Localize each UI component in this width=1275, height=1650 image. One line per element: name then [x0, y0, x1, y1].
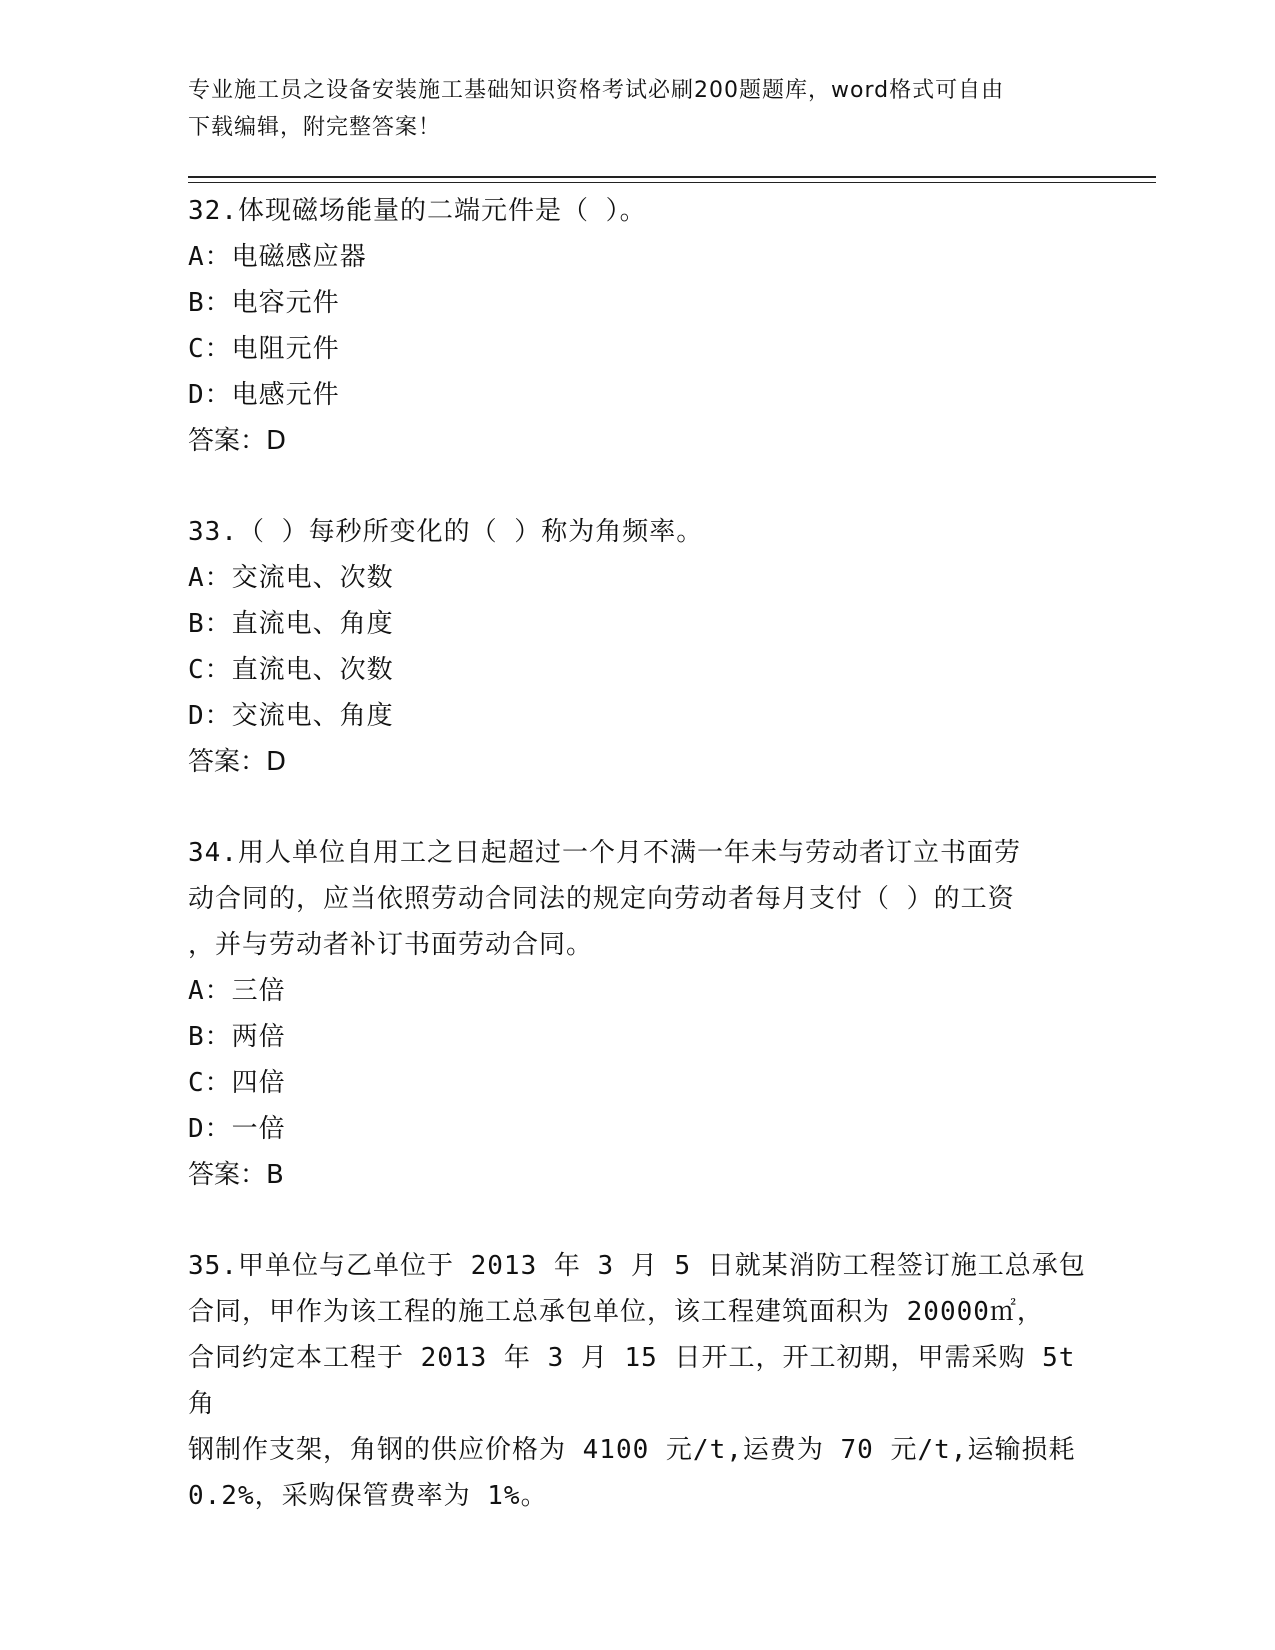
option-c: C：直流电、次数 [188, 655, 394, 685]
answer-line: 答案：B [188, 1160, 284, 1190]
question-35 [188, 1243, 1088, 1519]
option-b: B：电容元件 [188, 288, 340, 318]
option-c: C：电阻元件 [188, 334, 340, 364]
question-34 [188, 830, 1088, 1198]
spacer [188, 464, 1088, 509]
option-c: C：四倍 [188, 1068, 286, 1098]
option-b: B：直流电、角度 [188, 609, 394, 639]
spacer [188, 785, 1088, 830]
question-stem-line-2: 合同，甲作为该工程的施工总承包单位，该工程建筑面积为 20000㎡， [188, 1297, 1044, 1327]
question-stem-line-3: ，并与劳动者补订书面劳动合同。 [188, 930, 594, 960]
question-stem: 33.（ ）每秒所变化的（ ）称为角频率。 [188, 517, 704, 547]
question-32 [188, 188, 1088, 464]
answer-line: 答案：D [188, 747, 287, 777]
option-d: D：电感元件 [188, 380, 340, 410]
document-header [188, 72, 1068, 146]
option-d: D：一倍 [188, 1114, 286, 1144]
question-list [188, 188, 1088, 1519]
option-a: A：三倍 [188, 976, 286, 1006]
option-b: B：两倍 [188, 1022, 286, 1052]
question-stem: 32.体现磁场能量的二端元件是（ ）。 [188, 196, 647, 226]
question-stem-line-2: 动合同的，应当依照劳动合同法的规定向劳动者每月支付（ ）的工资 [188, 884, 1015, 914]
question-stem-line-5: 0.2%，采购保管费率为 1%。 [188, 1481, 548, 1511]
spacer [188, 1198, 1088, 1243]
question-33 [188, 509, 1088, 785]
header-divider-thick [188, 176, 1156, 178]
answer-line: 答案：D [188, 426, 287, 456]
option-a: A：电磁感应器 [188, 242, 367, 272]
question-stem-line-1: 35.甲单位与乙单位于 2013 年 3 月 5 日就某消防工程签订施工总承包 [188, 1251, 1086, 1281]
header-line-1: 专业施工员之设备安装施工基础知识资格考试必刷200题题库，word格式可自由 [188, 78, 1005, 103]
option-a: A：交流电、次数 [188, 563, 394, 593]
question-stem-line-1: 34.用人单位自用工之日起超过一个月不满一年未与劳动者订立书面劳 [188, 838, 1021, 868]
header-line-2: 下载编辑，附完整答案！ [188, 115, 442, 140]
question-stem-line-4: 钢制作支架，角钢的供应价格为 4100 元/t,运费为 70 元/t,运输损耗 [188, 1435, 1076, 1465]
header-divider-thin [188, 182, 1156, 183]
question-stem-line-3: 合同约定本工程于 2013 年 3 月 15 日开工，开工初期，甲需采购 5t 角 [188, 1343, 1076, 1419]
option-d: D：交流电、角度 [188, 701, 394, 731]
